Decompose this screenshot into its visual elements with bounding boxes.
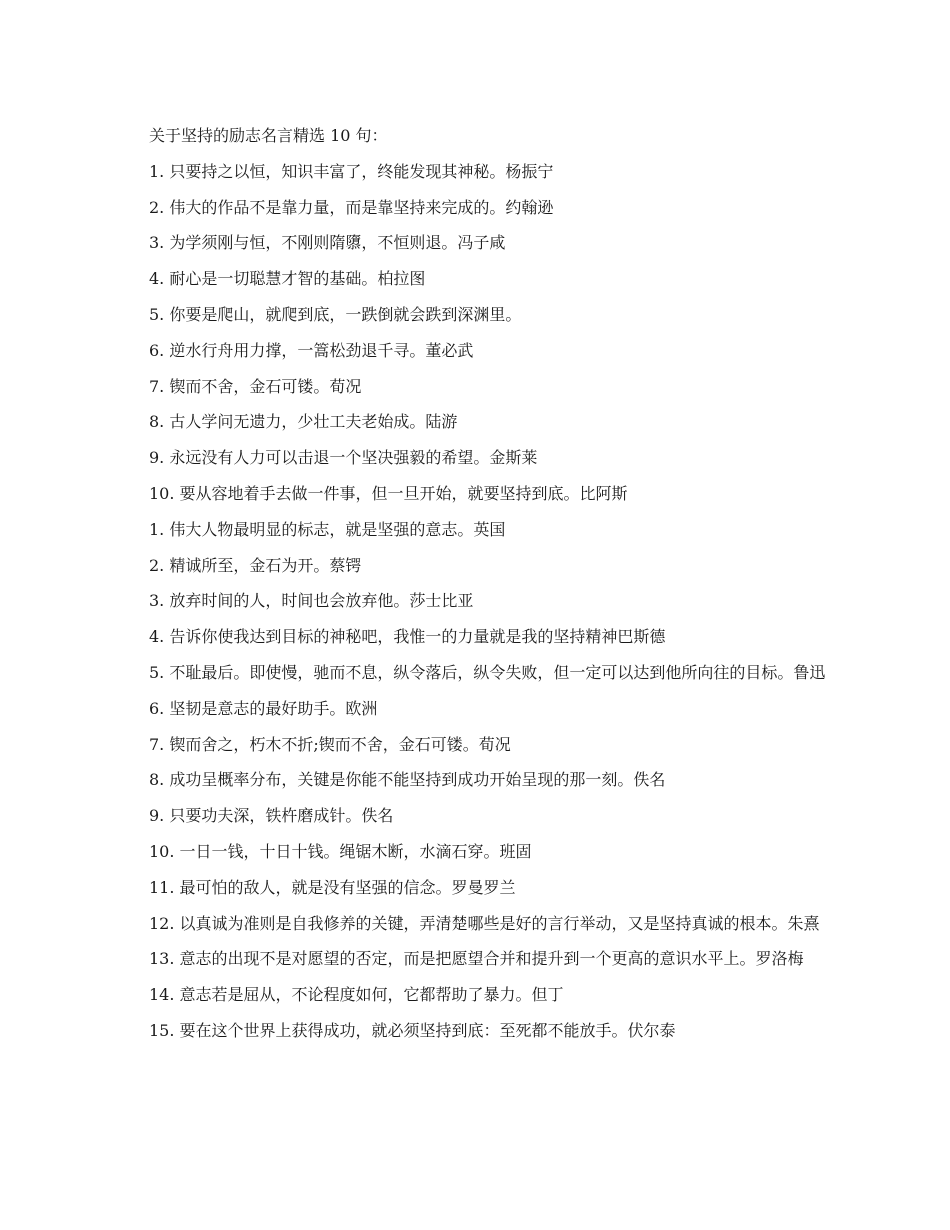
quote-paragraph: 10. 一日一钱，十日十钱。绳锯木断，水滴石穿。班固 <box>149 841 532 861</box>
quote-paragraph: 13. 意志的出现不是对愿望的否定，而是把愿望合并和提升到一个更高的意识水平上。罗洛梅 <box>149 949 804 969</box>
quote-paragraph: 9. 只要功夫深，铁杵磨成针。佚名 <box>149 806 394 826</box>
quote-paragraph: 3. 放弃时间的人，时间也会放弃他。莎士比亚 <box>149 591 474 611</box>
quote-paragraph: 15. 要在这个世界上获得成功，就必须坚持到底：至死都不能放手。伏尔泰 <box>149 1020 676 1040</box>
quote-paragraph: 14. 意志若是屈从，不论程度如何，它都帮助了暴力。但丁 <box>149 985 564 1005</box>
quote-paragraph: 9. 永远没有人力可以击退一个坚决强毅的希望。金斯莱 <box>149 448 538 468</box>
quote-paragraph: 8. 古人学问无遗力，少壮工夫老始成。陆游 <box>149 412 458 432</box>
quote-paragraph: 2. 精诚所至，金石为开。蔡锷 <box>149 555 362 575</box>
quote-paragraph: 1. 只要持之以恒，知识丰富了，终能发现其神秘。杨振宁 <box>149 161 554 181</box>
quote-paragraph: 6. 坚韧是意志的最好助手。欧洲 <box>149 698 378 718</box>
quote-paragraph: 11. 最可怕的敌人，就是没有坚强的信念。罗曼罗兰 <box>149 877 516 897</box>
quote-paragraph: 5. 你要是爬山，就爬到底，一跌倒就会跌到深渊里。 <box>149 304 522 324</box>
quote-paragraph: 12. 以真诚为准则是自我修养的关键，弄清楚哪些是好的言行举动，又是坚持真诚的根本。朱熹 <box>149 913 820 933</box>
quote-paragraph: 4. 耐心是一切聪慧才智的基础。柏拉图 <box>149 269 426 289</box>
document-body <box>115 125 840 1056</box>
quote-paragraph: 7. 锲而舍之，朽木不折;锲而不舍，金石可镂。荀况 <box>149 734 511 754</box>
quote-paragraph: 1. 伟大人物最明显的标志，就是坚强的意志。英国 <box>149 519 506 539</box>
quote-paragraph: 3. 为学须刚与恒，不刚则隋隳，不恒则退。冯子咸 <box>149 233 506 253</box>
document-heading: 关于坚持的励志名言精选 10 句： <box>149 126 388 145</box>
quote-paragraph: 10. 要从容地着手去做一件事，但一旦开始，就要坚持到底。比阿斯 <box>149 483 628 503</box>
quote-paragraph: 4. 告诉你使我达到目标的神秘吧，我惟一的力量就是我的坚持精神巴斯德 <box>149 627 666 647</box>
quote-paragraph: 7. 锲而不舍，金石可镂。荀况 <box>149 376 362 396</box>
quote-paragraph: 5. 不耻最后。即使慢，驰而不息，纵令落后，纵令失败，但一定可以达到他所向往的目标。鲁迅 <box>149 662 826 682</box>
quote-paragraph: 8. 成功呈概率分布，关键是你能不能坚持到成功开始呈现的那一刻。佚名 <box>149 770 666 790</box>
quote-paragraph: 6. 逆水行舟用力撑，一篙松劲退千寻。董必武 <box>149 340 474 360</box>
quote-paragraph: 2. 伟大的作品不是靠力量，而是靠坚持来完成的。约翰逊 <box>149 197 554 217</box>
